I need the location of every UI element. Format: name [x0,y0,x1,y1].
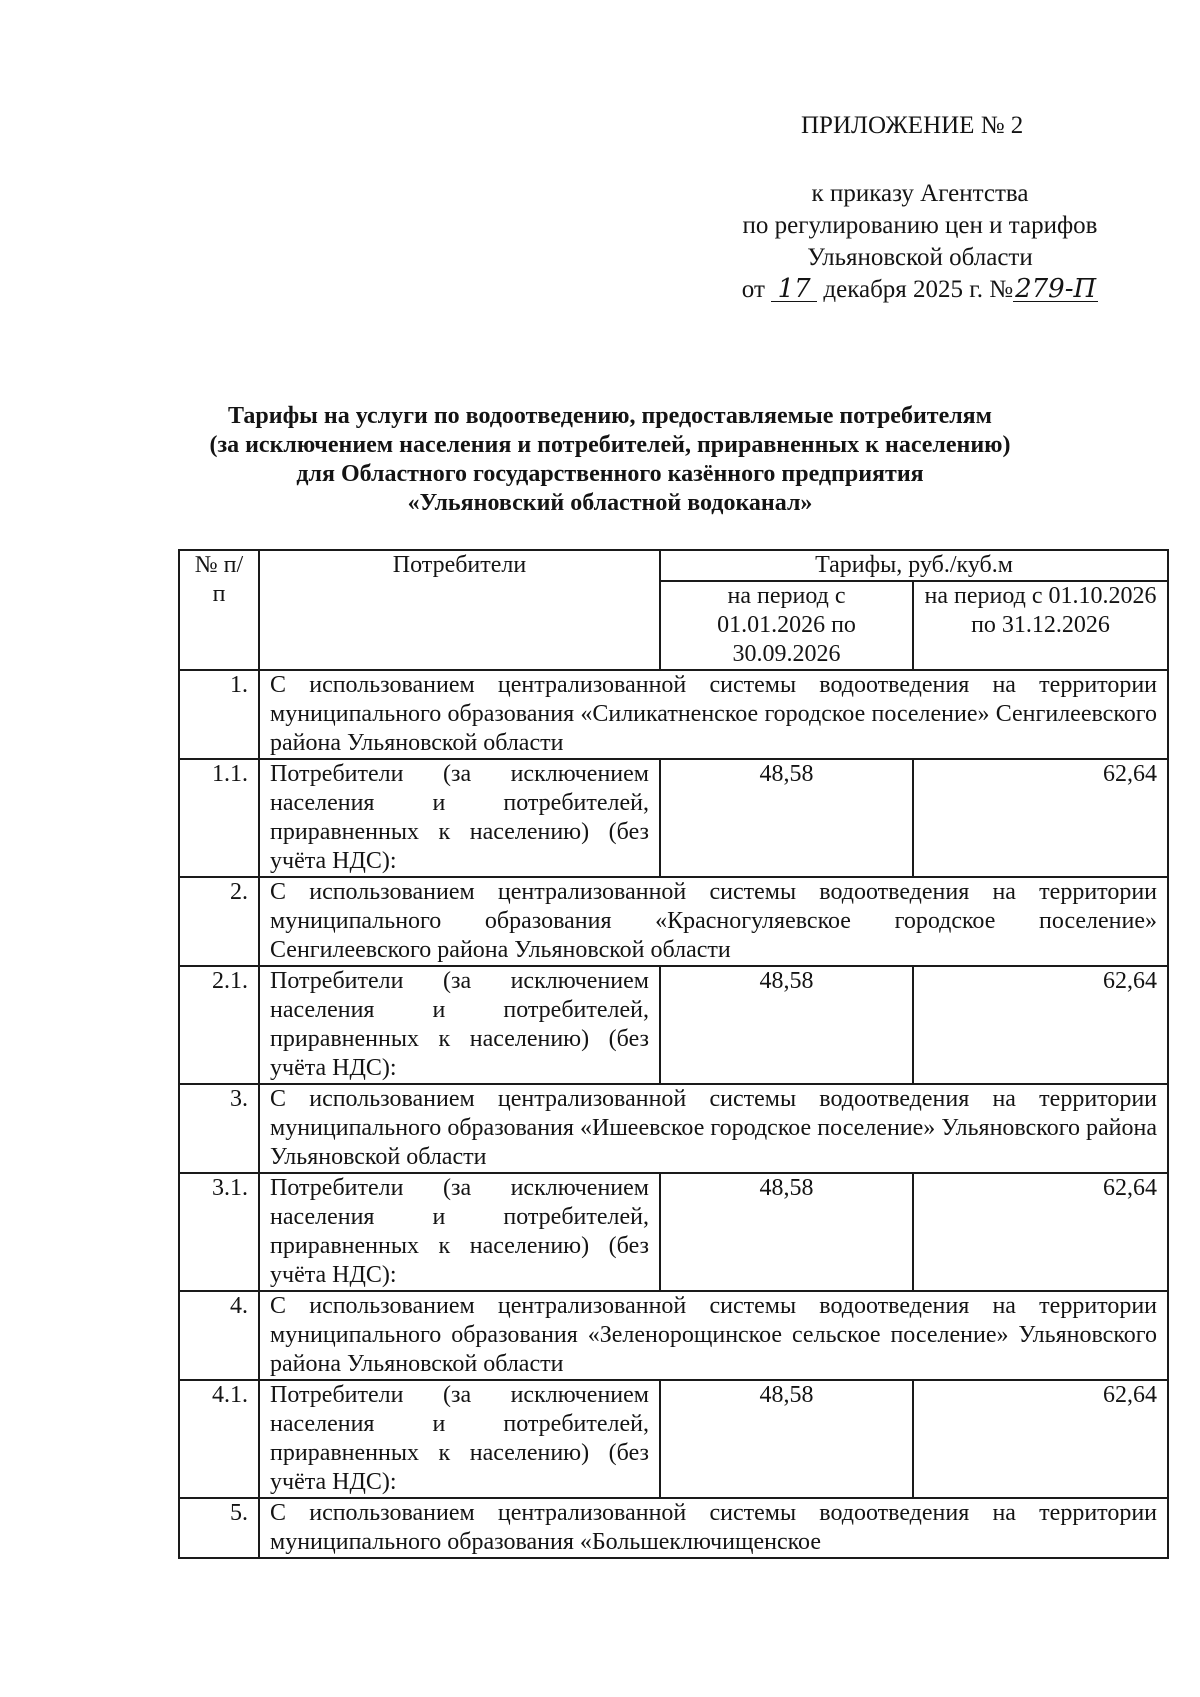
row-number: 3. [179,1084,259,1173]
appendix-line: к приказу Агентства [811,180,1029,207]
table-row [179,1084,1168,1173]
row-text: Потребители (за исключением населения и потребителей, приравненных к населению) (без учёта НДС): [259,966,660,1084]
row-text: С использованием централизованной системы водоотведения на территории муниципального образования «Ишеевское городское поселение» Ульяновского района Ульяновской области [259,1084,1168,1173]
document-title [150,402,1070,518]
title-line: (за исключением населения и потребителей, приравненных к населению) [209,432,1011,458]
appendix-lines [700,178,1140,306]
row-text: Потребители (за исключением населения и потребителей, приравненных к населению) (без учёта НДС): [259,759,660,877]
header-period-1: на период с 01.01.2026 по 30.09.2026 [660,581,913,670]
header-tariffs: Тарифы, руб./куб.м [660,550,1168,581]
table-row [179,1498,1168,1558]
title-line: для Областного государственного казённого предприятия [296,461,924,487]
appendix-line: по регулированию цен и тарифов [742,212,1098,239]
row-number: 3.1. [179,1173,259,1291]
row-text: С использованием централизованной системы водоотведения на территории муниципального образования «Силикатненское городское поселение» Сенгилеевского района Ульяновской области [259,670,1168,759]
order-mid: декабря 2025 г. № [823,276,1014,303]
table-header-row [179,550,1168,581]
header-consumers: Потребители [259,550,660,670]
header-num: № п/п [179,550,259,670]
table-row [179,877,1168,966]
tariff-value-period-2: 62,64 [913,966,1168,1084]
table-row [179,1173,1168,1291]
table-row [179,1291,1168,1380]
row-number: 5. [179,1498,259,1558]
row-number: 1. [179,670,259,759]
row-number: 2.1. [179,966,259,1084]
row-number: 2. [179,877,259,966]
order-number-handwritten: 279-П [1015,274,1097,304]
tariff-value-period-1: 48,58 [660,966,913,1084]
tariff-value-period-1: 48,58 [660,1173,913,1291]
title-line: Тарифы на услуги по водоотведению, предоставляемые потребителям [227,403,993,429]
order-line [700,274,1140,306]
row-text: С использованием централизованной системы водоотведения на территории муниципального образования «Зеленорощинское сельское поселение» Ульяновского района Ульяновской области [259,1291,1168,1380]
row-text: С использованием централизованной системы водоотведения на территории муниципального образования «Красногуляевское городское поселение» Сенгилеевского района Ульяновской области [259,877,1168,966]
table-row [179,670,1168,759]
title-line: «Ульяновский областной водоканал» [407,490,813,516]
row-text: Потребители (за исключением населения и потребителей, приравненных к населению) (без учёта НДС): [259,1380,660,1498]
order-day-handwritten: 17 [771,277,817,302]
row-number: 4. [179,1291,259,1380]
row-text: С использованием централизованной системы водоотведения на территории муниципального образования «Большеключищенское [259,1498,1168,1558]
tariff-value-period-1: 48,58 [660,759,913,877]
row-text: Потребители (за исключением населения и потребителей, приравненных к населению) (без учёта НДС): [259,1173,660,1291]
tariffs-table [178,549,1169,1559]
header-period-2: на период с 01.10.2026 по 31.12.2026 [913,581,1168,670]
table-row [179,1380,1168,1498]
order-prefix: от [741,276,765,303]
appendix-title: ПРИЛОЖЕНИЕ № 2 [801,112,1024,139]
tariff-value-period-2: 62,64 [913,1380,1168,1498]
table-row [179,966,1168,1084]
row-number: 4.1. [179,1380,259,1498]
table-row [179,759,1168,877]
tariff-value-period-2: 62,64 [913,759,1168,877]
row-number: 1.1. [179,759,259,877]
appendix-line: Ульяновской области [807,244,1033,271]
tariff-value-period-1: 48,58 [660,1380,913,1498]
tariff-value-period-2: 62,64 [913,1173,1168,1291]
